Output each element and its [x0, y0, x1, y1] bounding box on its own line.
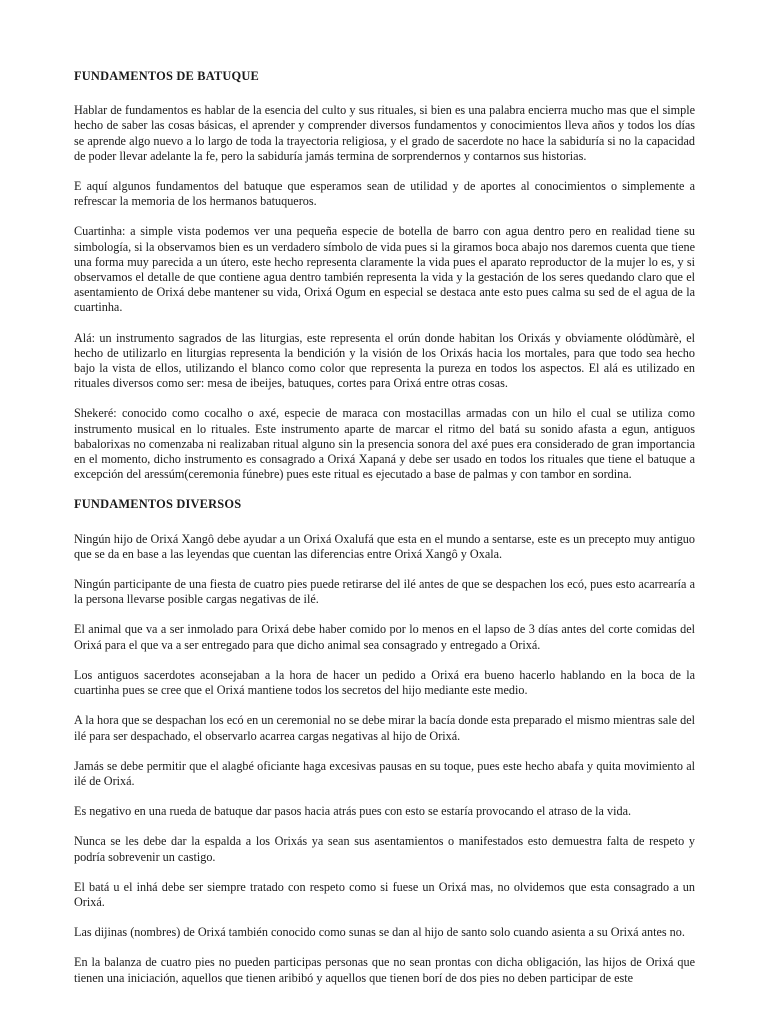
paragraph-balanza: En la balanza de cuatro pies no pueden participas personas que no sean prontas con dicha obligación, las hijos de Orixá que tienen una iniciación, aquellos que tienen aribibó y aquellos que tienen borí de dos pies no deben participar de este [74, 955, 695, 985]
section-heading-fundamentos-diversos: FUNDAMENTOS DIVERSOS [74, 497, 242, 512]
document-page [74, 69, 695, 1001]
paragraph-purpose: E aquí algunos fundamentos del batuque que esperamos sean de utilidad y de aportes al conocimientos o simplemente a refrescar la memoria de los hermanos batuqueros. [74, 179, 695, 209]
paragraph-espalda-orixas: Nunca se les debe dar la espalda a los Orixás ya sean sus asentamientos o manifestados esto demuestra falta de respeto y podría sobrevenir un castigo. [74, 834, 695, 864]
paragraph-bata-inha: El batá u el inhá debe ser siempre tratado con respeto como si fuese un Orixá mas, no olvidemos que esta consagrado a un Orixá. [74, 879, 695, 909]
paragraph-cuartinha: Cuartinha: a simple vista podemos ver una pequeña especie de botella de barro con agua dentro pero en realidad tiene su simbología, si la observamos bien es un verdadero símbolo de vida pues si la giramos boca abajo nos daremos cuenta que tiene una forma muy parecida a un útero, este hecho representa claramente la vida pues el aparato reproductor de la mujer lo es, y si observamos el detalle de que contiene agua dentro también representa la vida y la gestación de los seres quedando claro que el asentamiento de Orixá debe mantener su vida, Orixá Ogum en especial se destaca ante esto pues calma su sed de el agua de la cuartinha. [74, 224, 695, 315]
paragraph-xango-oxalufa: Ningún hijo de Orixá Xangô debe ayudar a un Orixá Oxalufá que esta en el mundo a sentarse, este es un precepto muy antiguo que se da en base a las leyendas que cuentan las diferencias entre Orixá Xangô y Oxala. [74, 531, 695, 561]
paragraph-fiesta-cuatro-pies: Ningún participante de una fiesta de cuatro pies puede retirarse del ilé antes de que se despachen los ecó, pues esto acarrearía a la persona llevarse posible cargas negativas de ilé. [74, 577, 695, 607]
paragraph-animal-inmolado: El animal que va a ser inmolado para Orixá debe haber comido por lo menos en el lapso de 3 días antes del corte comidas del Orixá para el que va a ser entregado para que dicho animal sea consagrado y entregado a Orixá. [74, 622, 695, 652]
paragraph-alagbe: Jamás se debe permitir que el alagbé oficiante haga excesivas pausas en su toque, pues este hecho abafa y quita movimiento al ilé de Orixá. [74, 758, 695, 788]
paragraph-dijinas: Las dijinas (nombres) de Orixá también conocido como sunas se dan al hijo de santo solo cuando asienta a su Orixá antes no. [74, 925, 685, 940]
paragraph-intro: Hablar de fundamentos es hablar de la esencia del culto y sus rituales, si bien es una palabra encierra mucho mas que el simple hecho de saber las cosas básicas, el aprender y comprender diversos fundamentos y conocimientos lleva años y todos los días se aprende algo nuevo a lo largo de toda la trayectoria religiosa, y el grado de sacerdote no hace la sabiduría si no la capacidad de poder llevar adelante la fe, pero la sabiduría jamás termina de sorprendernos y contarnos sus historias. [74, 103, 695, 163]
paragraph-despacho-eco: A la hora que se despachan los ecó en un ceremonial no se debe mirar la bacía donde esta preparado el mismo mientras sale del ilé para ser despachado, el observarlo acarrea cargas negativas al hijo de Orixá. [74, 713, 695, 743]
section-heading-fundamentos-de-batuque: FUNDAMENTOS DE BATUQUE [74, 69, 260, 83]
paragraph-antiguos-sacerdotes: Los antiguos sacerdotes aconsejaban a la hora de hacer un pedido a Orixá era bueno hacerlo hablando en la boca de la cuartinha pues se cree que el Orixá mantiene todos los secretos del hijo mediante este medio. [74, 667, 695, 698]
paragraph-shekere: Shekeré: conocido como cocalho o axé, especie de maraca con mostacillas armadas con un hilo el cual se utiliza como instrumento musical en lo rituales. Este instrumento aparte de marcar el ritmo del batá su sonido afasta a egun, antiguos babalorixas no comenzaba ni realizaban ritual alguno sin la presencia sonora del axé pues era considerado de gran importancia en el momento, dicho instrumento es consagrado a Orixá Xapaná y debe ser usado en todos los rituales que tiene el batuque a excepción del aressúm(ceremonia fúnebre) pues este ritual es ejecutado a base de palmas y con tambor en sordina. [74, 406, 695, 482]
paragraph-ala: Alá: un instrumento sagrados de las liturgias, este representa el orún donde habitan los Orixás y obviamente olódùmàrè, el hecho de utilizarlo en liturgias representa la bendición y la visión de los Orixás hacia los mortales, para que todo sea hecho bajo la vista de ellos, utilizando el blanco como color que representa la pureza en todos los aspectos. El alá es utilizado en rituales diversos como ser: mesa de ibeijes, batuques, cortes para Orixá entre otras cosas. [74, 330, 695, 391]
paragraph-pasos-atras: Es negativo en una rueda de batuque dar pasos hacia atrás pues con esto se estaría provocando el atraso de la vida. [74, 804, 632, 819]
